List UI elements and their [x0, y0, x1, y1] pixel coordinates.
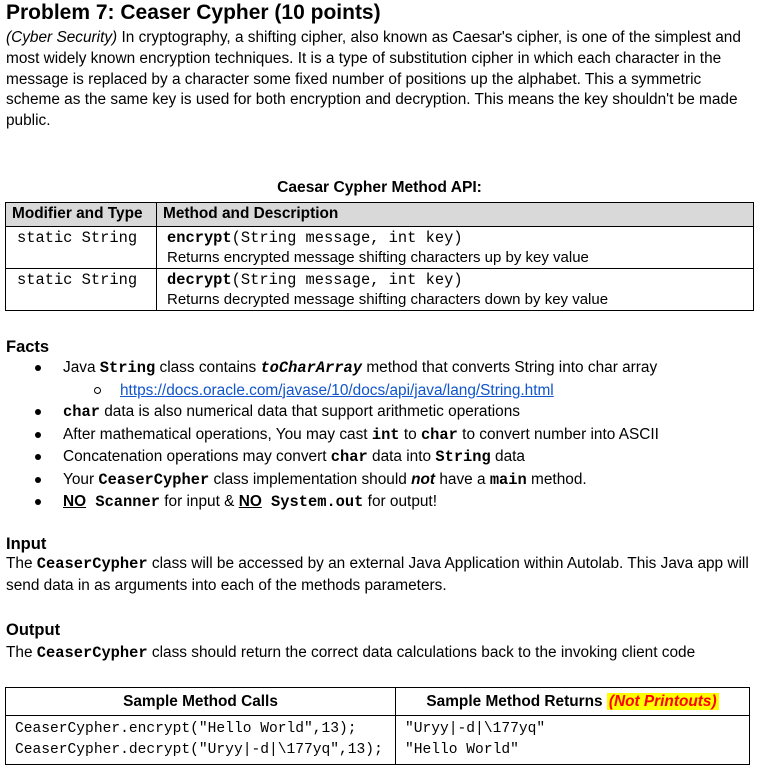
fact-text: After mathematical operations, You may cast	[63, 425, 372, 443]
fact-code: char	[63, 403, 100, 421]
fact-text: to	[399, 425, 421, 443]
api-description: Returns decrypted message shifting characters down by key value	[167, 291, 609, 308]
api-method-params: (String message, int key)	[231, 229, 463, 247]
input-paragraph	[6, 553, 754, 596]
input-heading: Input	[6, 535, 47, 553]
api-signature	[167, 229, 747, 248]
sample-header-note: (Not Printouts)	[608, 692, 717, 710]
api-method-name: encrypt	[167, 229, 232, 247]
fact-item	[6, 357, 754, 380]
api-description: Returns encrypted message shifting characters up by key value	[167, 249, 589, 266]
sample-table	[5, 687, 750, 765]
fact-emphasis: NO	[63, 493, 87, 510]
api-method-cell	[157, 269, 754, 311]
sample-returns-cell	[396, 716, 750, 765]
intro-paragraph	[6, 28, 754, 132]
fact-code: String	[435, 448, 491, 466]
input-text: class will be accessed by an external Java Application within Autolab. This Java app will send data in as arguments into each of the methods parameters.	[6, 555, 749, 594]
fact-emphasis: not	[411, 470, 436, 488]
api-row	[6, 269, 754, 311]
fact-text: data is also numerical data that support arithmetic operations	[99, 403, 521, 420]
fact-code: char	[330, 448, 368, 466]
fact-item	[6, 401, 754, 424]
api-signature	[167, 271, 747, 290]
fact-text: method.	[526, 470, 587, 488]
fact-code: Scanner	[86, 493, 160, 511]
fact-item	[6, 491, 754, 514]
sample-row	[6, 716, 750, 765]
fact-text: method that converts String into char array	[362, 359, 658, 376]
sample-header-row	[6, 688, 750, 716]
sample-header-returns	[396, 688, 750, 716]
fact-text: to convert number into ASCII	[457, 425, 659, 443]
intro-tag: (Cyber Security)	[6, 29, 118, 46]
fact-text: class contains	[155, 359, 261, 376]
api-title: Caesar Cypher Method API:	[277, 179, 482, 196]
sample-call: CeaserCypher.decrypt("Uryy|-d|\177yq",13);	[15, 742, 383, 758]
fact-code: char	[420, 425, 458, 444]
api-modifier: static String	[6, 227, 157, 269]
fact-text: class implementation should	[209, 470, 412, 488]
input-text: The	[6, 555, 37, 572]
string-docs-link[interactable]: https://docs.oracle.com/javase/10/docs/api/java/lang/String.html	[120, 381, 554, 399]
sample-calls-cell	[6, 716, 396, 765]
sample-call: CeaserCypher.encrypt("Hello World",13);	[15, 721, 357, 737]
api-table	[5, 202, 754, 311]
fact-text: have a	[435, 470, 490, 488]
page-title: Problem 7: Ceaser Cypher (10 points)	[6, 1, 381, 24]
fact-text: Java	[63, 359, 100, 376]
api-method-params: (String message, int key)	[231, 271, 463, 289]
fact-code: String	[99, 359, 156, 377]
api-modifier: static String	[6, 269, 157, 311]
fact-emphasis: NO	[238, 493, 262, 510]
api-header-modifier: Modifier and Type	[6, 203, 157, 227]
output-code: CeaserCypher	[36, 644, 148, 662]
api-method-cell	[157, 227, 754, 269]
fact-code: CeaserCypher	[98, 470, 210, 489]
fact-text: Your	[63, 470, 99, 488]
fact-code: toCharArray	[260, 359, 363, 377]
facts-heading: Facts	[6, 338, 50, 356]
output-text: The	[6, 644, 37, 661]
fact-item	[6, 424, 754, 447]
fact-text: Concatenation operations may convert	[63, 448, 331, 465]
output-text: class should return the correct data calculations back to the invoking client code	[147, 644, 696, 661]
fact-text: for input &	[159, 493, 239, 510]
input-code: CeaserCypher	[36, 555, 148, 573]
fact-item	[6, 446, 754, 469]
output-paragraph	[6, 642, 754, 664]
api-header-method: Method and Description	[157, 203, 754, 227]
output-heading: Output	[6, 621, 61, 639]
sample-return: "Uryy|-d|\177yq"	[405, 721, 546, 737]
sample-header-returns-label: Sample Method Returns	[426, 692, 607, 710]
api-row	[6, 227, 754, 269]
fact-code: System.out	[261, 493, 364, 511]
fact-code: int	[371, 425, 400, 444]
api-header-row	[6, 203, 754, 227]
intro-text: In cryptography, a shifting cipher, also known as Caesar's cipher, is one of the simplest and most widely known encryption techniques. It is a type of substitution cipher in which each character in the message is replaced by a character some fixed number of positions up the alphabet. This a symmetric scheme as the same key is used for both encryption and decryption. This means the key shouldn't be made public.	[6, 29, 741, 130]
fact-item	[6, 469, 754, 492]
sample-header-calls: Sample Method Calls	[6, 688, 396, 716]
sample-return: "Hello World"	[405, 742, 519, 758]
fact-text: for output!	[363, 493, 437, 510]
fact-subitem	[6, 380, 754, 402]
fact-text: data	[490, 448, 525, 465]
fact-text: data into	[367, 448, 436, 465]
facts-list	[6, 357, 754, 514]
api-method-name: decrypt	[167, 271, 232, 289]
fact-code: main	[489, 470, 527, 489]
